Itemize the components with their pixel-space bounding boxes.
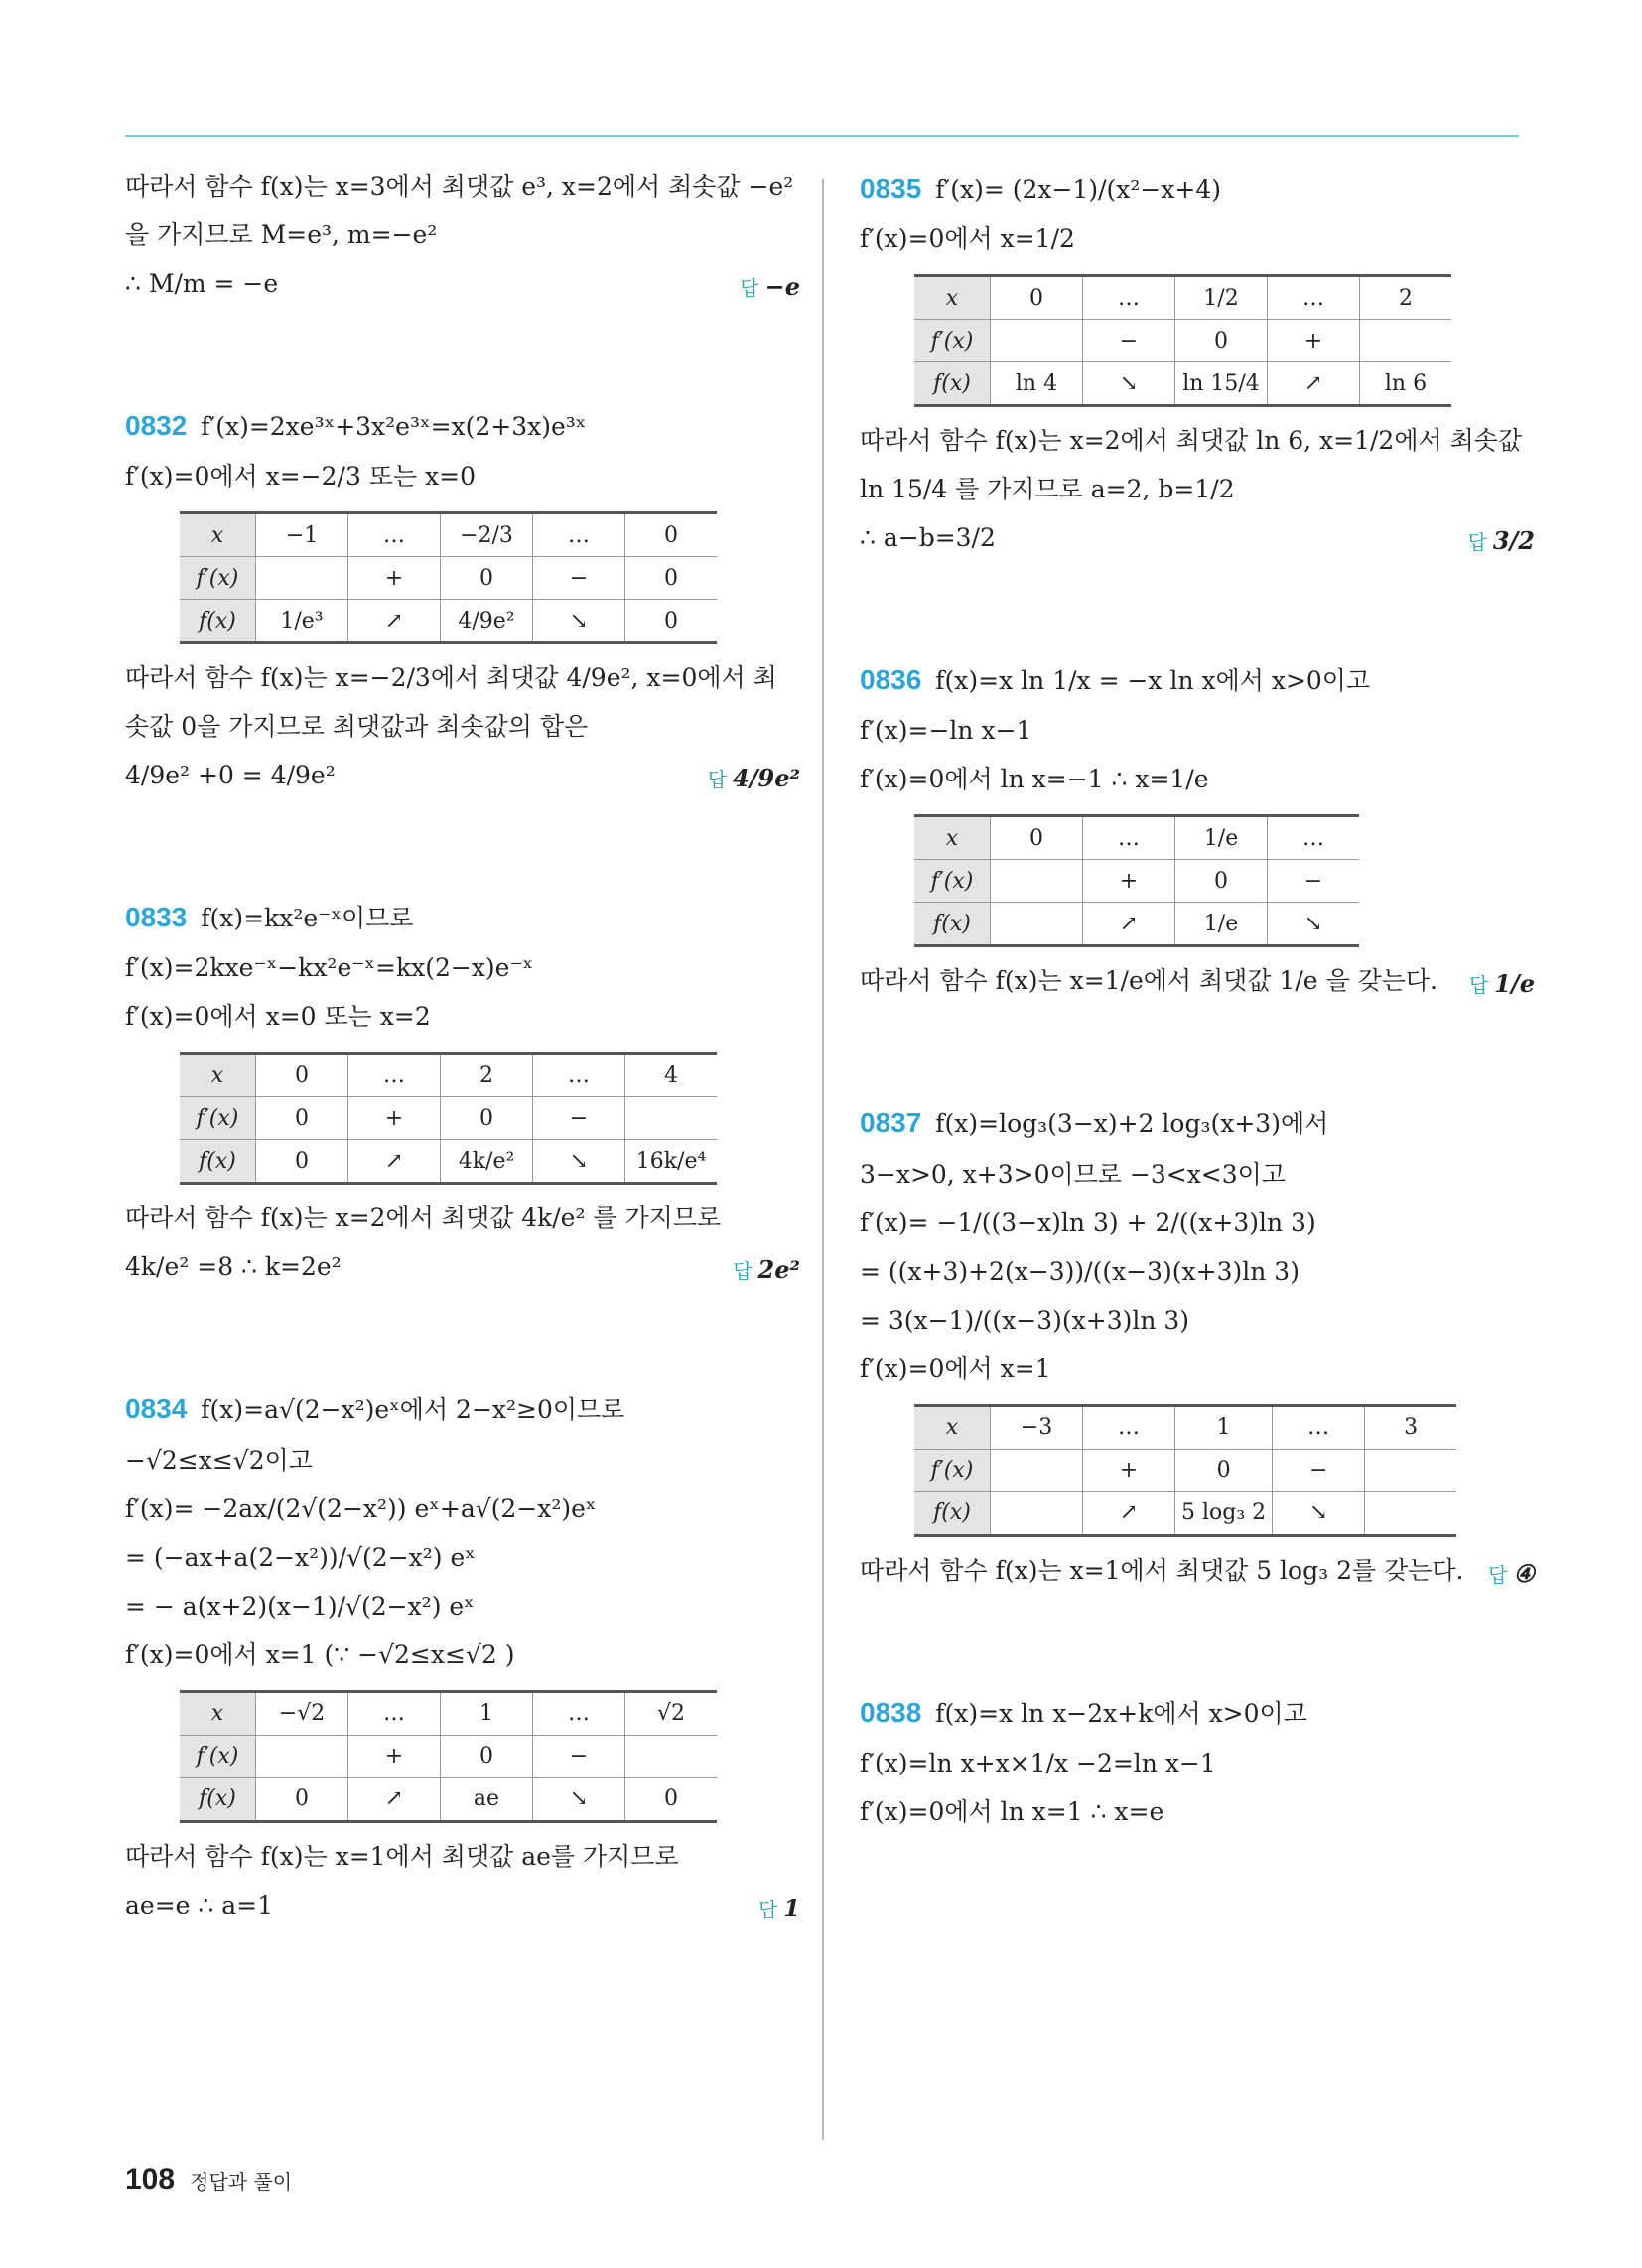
answer-value: 1 bbox=[783, 1893, 800, 1922]
solution-text: f′(x)=ln x+x×1/x −2=ln x−1 bbox=[860, 1748, 1216, 1777]
table-cell: 2 bbox=[441, 1054, 533, 1097]
table-cell: + bbox=[1083, 1449, 1175, 1491]
solution-text: = ((x+3)+2(x−3))/((x−3)(x+3)ln 3) bbox=[860, 1256, 1300, 1286]
table-cell bbox=[625, 1097, 718, 1140]
table-row bbox=[180, 1054, 717, 1097]
table-cell: 4k/e² bbox=[441, 1140, 533, 1184]
table-header-cell: f(x) bbox=[914, 1491, 991, 1535]
table-cell: 0 bbox=[441, 1097, 533, 1140]
table-cell: + bbox=[348, 557, 441, 600]
table-cell: ↘ bbox=[1268, 903, 1360, 946]
conclusion-line bbox=[125, 1888, 800, 1922]
table-cell: … bbox=[533, 513, 625, 557]
table-row bbox=[914, 1491, 1456, 1535]
variation-table bbox=[914, 274, 1451, 407]
problem-number: 0832 bbox=[125, 410, 188, 441]
table-cell: 0 bbox=[441, 557, 533, 600]
table-header-cell: x bbox=[914, 816, 991, 860]
solution-text: f′(x)=0에서 x=1/2 bbox=[860, 224, 1075, 254]
table-cell: ln 15/4 bbox=[1175, 362, 1268, 406]
conclusion-line bbox=[860, 963, 1535, 998]
solution-text: f′(x)=0에서 ln x=−1 ∴ x=1/e bbox=[860, 765, 1209, 794]
problem-continued bbox=[125, 169, 800, 301]
table-cell: 0 bbox=[256, 1140, 348, 1184]
table-cell: ln 4 bbox=[991, 362, 1083, 406]
variation-table bbox=[180, 511, 717, 644]
table-header-cell: x bbox=[180, 513, 256, 557]
solution-line bbox=[860, 1351, 1535, 1386]
table-cell: − bbox=[533, 557, 625, 600]
solution-text: −√2≤x≤√2이고 bbox=[125, 1445, 313, 1475]
table-cell: ln 6 bbox=[1360, 362, 1452, 406]
answer-value: 3/2 bbox=[1492, 526, 1535, 556]
solution-line bbox=[125, 217, 800, 252]
solution-text: f′(x)=0에서 ln x=1 ∴ x=e bbox=[860, 1796, 1164, 1826]
table-cell: … bbox=[1083, 276, 1175, 320]
table-cell: ↘ bbox=[533, 1777, 625, 1821]
variation-table bbox=[180, 1690, 717, 1823]
table-cell bbox=[256, 557, 348, 600]
table-header-cell: f(x) bbox=[914, 903, 991, 946]
table-cell: ↘ bbox=[1273, 1491, 1365, 1535]
solution-line bbox=[860, 1303, 1535, 1338]
answer bbox=[1488, 1557, 1535, 1592]
table-cell bbox=[1365, 1449, 1457, 1491]
solution-text: f(x)=kx²e⁻ˣ이므로 bbox=[201, 904, 414, 933]
solution-text: 따라서 함수 f(x)는 x=2에서 최댓값 4k/e² 를 가지므로 bbox=[125, 1204, 722, 1233]
solution-text: = 3(x−1)/((x−3)(x+3)ln 3) bbox=[860, 1305, 1190, 1335]
table-cell: … bbox=[348, 1691, 441, 1735]
table-header-cell: x bbox=[180, 1691, 256, 1735]
table-header-cell: f(x) bbox=[180, 1140, 256, 1184]
conclusion-line bbox=[125, 1201, 800, 1235]
table-header-cell: f′(x) bbox=[180, 1735, 256, 1777]
table-cell: − bbox=[533, 1735, 625, 1777]
solution-line bbox=[860, 1205, 1535, 1240]
table-row bbox=[180, 1140, 717, 1184]
table-cell: … bbox=[533, 1054, 625, 1097]
table-header-cell: f(x) bbox=[180, 600, 256, 643]
table-cell bbox=[625, 1735, 718, 1777]
table-row bbox=[180, 1735, 717, 1777]
table-row bbox=[914, 276, 1451, 320]
answer-label: 답 bbox=[757, 1897, 778, 1921]
problem-0832 bbox=[125, 406, 800, 792]
table-cell: 0 bbox=[1175, 860, 1268, 903]
solution-line bbox=[860, 762, 1535, 796]
solution-line bbox=[125, 898, 800, 936]
table-row bbox=[180, 1097, 717, 1140]
solution-text: f′(x)=0에서 x=1 (∵ −√2≤x≤√2 ) bbox=[125, 1639, 515, 1669]
solution-text: 따라서 함수 f(x)는 x=−2/3에서 최댓값 4/9e², x=0에서 최 bbox=[125, 663, 777, 693]
table-header-cell: x bbox=[914, 1405, 991, 1449]
answer bbox=[733, 1253, 800, 1288]
solution-text: f′(x)=2xe³ˣ+3x²e³ˣ=x(2+3x)e³ˣ bbox=[201, 412, 587, 441]
table-cell: −1 bbox=[256, 513, 348, 557]
problem-number: 0834 bbox=[125, 1393, 188, 1425]
variation-table bbox=[914, 1404, 1456, 1537]
table-cell bbox=[991, 903, 1083, 946]
solution-text: f(x)=log₃(3−x)+2 log₃(x+3)에서 bbox=[935, 1109, 1329, 1139]
table-cell: − bbox=[1268, 860, 1360, 903]
solution-line bbox=[125, 406, 800, 445]
table-cell: + bbox=[348, 1735, 441, 1777]
table-cell: 4 bbox=[625, 1054, 718, 1097]
table-cell: 0 bbox=[256, 1054, 348, 1097]
table-cell: − bbox=[1083, 320, 1175, 362]
solution-line bbox=[860, 1103, 1535, 1142]
table-cell: 1/e³ bbox=[256, 600, 348, 643]
table-row bbox=[180, 600, 717, 643]
table-cell: ↗ bbox=[1083, 1491, 1175, 1535]
table-cell: 16k/e⁴ bbox=[625, 1140, 718, 1184]
problem-0834 bbox=[125, 1389, 800, 1921]
answer-label: 답 bbox=[740, 276, 759, 300]
table-cell: 1/e bbox=[1175, 903, 1268, 946]
table-cell: 0 bbox=[1175, 1449, 1273, 1491]
solution-line bbox=[860, 169, 1535, 208]
table-cell: ↘ bbox=[533, 1140, 625, 1184]
table-cell: ↗ bbox=[1083, 903, 1175, 946]
solution-line bbox=[125, 266, 800, 301]
table-cell: … bbox=[1273, 1405, 1365, 1449]
left-column bbox=[125, 169, 800, 1922]
table-cell: 1/2 bbox=[1175, 276, 1268, 320]
solution-text: 따라서 함수 f(x)는 x=3에서 최댓값 e³, x=2에서 최솟값 −e² bbox=[125, 172, 794, 201]
solution-text: 을 가지므로 M=e³, m=−e² bbox=[125, 220, 438, 249]
table-cell: 0 bbox=[256, 1777, 348, 1821]
table-cell: + bbox=[1268, 320, 1360, 362]
table-cell bbox=[991, 1491, 1083, 1535]
solution-line bbox=[125, 1637, 800, 1672]
conclusion-line bbox=[860, 520, 1535, 555]
solution-line bbox=[125, 169, 800, 204]
solution-text: f′(x)= −2ax/(2√(2−x²)) eˣ+a√(2−x²)eˣ bbox=[125, 1493, 597, 1523]
solution-line bbox=[125, 1443, 800, 1478]
page-number: 108 bbox=[125, 2163, 176, 2196]
solution-text: f′(x)=0에서 x=−2/3 또는 x=0 bbox=[125, 462, 477, 492]
answer bbox=[740, 270, 800, 305]
table-cell bbox=[991, 860, 1083, 903]
table-row bbox=[914, 903, 1359, 946]
solution-text: f′(x)= −1/((3−x)ln 3) + 2/((x+3)ln 3) bbox=[860, 1207, 1316, 1237]
top-rule bbox=[125, 135, 1519, 137]
table-row bbox=[914, 860, 1359, 903]
table-cell: ↗ bbox=[348, 600, 441, 643]
solution-text: f′(x)=2kxe⁻ˣ−kx²e⁻ˣ=kx(2−x)e⁻ˣ bbox=[125, 953, 534, 983]
variation-table bbox=[914, 814, 1359, 947]
answer-value: −e bbox=[764, 272, 800, 301]
answer bbox=[708, 762, 800, 796]
table-cell: 0 bbox=[625, 600, 718, 643]
table-cell: + bbox=[348, 1097, 441, 1140]
variation-table bbox=[180, 1052, 717, 1185]
table-cell: − bbox=[533, 1097, 625, 1140]
solution-text: ∴ M/m = −e bbox=[125, 269, 279, 298]
solution-text: = − a(x+2)(x−1)/√(2−x²) eˣ bbox=[125, 1591, 475, 1621]
solution-text: 솟값 0을 가지므로 최댓값과 최솟값의 합은 bbox=[125, 712, 589, 742]
answer-label: 답 bbox=[707, 768, 728, 792]
table-header-cell: f(x) bbox=[914, 362, 991, 406]
table-cell bbox=[991, 1449, 1083, 1491]
problem-number: 0838 bbox=[860, 1696, 922, 1728]
table-cell: 0 bbox=[991, 276, 1083, 320]
solution-line bbox=[860, 221, 1535, 256]
table-cell: −√2 bbox=[256, 1691, 348, 1735]
problem-0838 bbox=[860, 1693, 1535, 1829]
answer-value: 2e² bbox=[757, 1255, 800, 1285]
answer-label: 답 bbox=[1488, 1562, 1508, 1587]
solution-text: ln 15/4 를 가지므로 a=2, b=1/2 bbox=[860, 475, 1235, 504]
solution-line bbox=[125, 1491, 800, 1526]
table-cell bbox=[991, 320, 1083, 362]
table-cell: 3 bbox=[1365, 1405, 1457, 1449]
table-cell: 5 log₃ 2 bbox=[1175, 1491, 1273, 1535]
solution-text: ∴ a−b=3/2 bbox=[860, 523, 996, 553]
table-cell: 1 bbox=[441, 1691, 533, 1735]
table-cell bbox=[1360, 320, 1452, 362]
table-row bbox=[180, 1777, 717, 1821]
table-cell: 0 bbox=[625, 557, 718, 600]
table-cell: 4/9e² bbox=[441, 600, 533, 643]
problem-number: 0837 bbox=[860, 1107, 922, 1139]
section-title: 정답과 풀이 bbox=[190, 2170, 293, 2194]
table-row bbox=[914, 320, 1451, 362]
answer bbox=[1468, 524, 1536, 559]
table-header-cell: x bbox=[180, 1054, 256, 1097]
table-cell: −2/3 bbox=[441, 513, 533, 557]
table-cell: … bbox=[1268, 276, 1360, 320]
table-cell: … bbox=[348, 513, 441, 557]
table-cell: + bbox=[1083, 860, 1175, 903]
table-cell: √2 bbox=[625, 1691, 718, 1735]
problem-number: 0836 bbox=[860, 664, 922, 696]
conclusion-line bbox=[125, 758, 800, 792]
answer-label: 답 bbox=[733, 1259, 753, 1284]
solution-line bbox=[125, 1589, 800, 1624]
answer-value: ④ bbox=[1513, 1558, 1535, 1588]
conclusion-line bbox=[125, 1839, 800, 1874]
solution-line bbox=[125, 459, 800, 494]
table-cell: ↘ bbox=[1083, 362, 1175, 406]
solution-text: f(x)=a√(2−x²)eˣ에서 2−x²≥0이므로 bbox=[201, 1395, 625, 1425]
answer-value: 1/e bbox=[1494, 969, 1535, 999]
page-footer bbox=[125, 2163, 292, 2197]
solution-line bbox=[125, 1540, 800, 1575]
table-cell: ae bbox=[441, 1777, 533, 1821]
conclusion-line bbox=[860, 472, 1535, 506]
table-row bbox=[180, 1691, 717, 1735]
solution-text: 4/9e² +0 = 4/9e² bbox=[125, 761, 336, 790]
table-header-cell: f′(x) bbox=[914, 1449, 991, 1491]
answer bbox=[758, 1892, 800, 1926]
solution-text: 따라서 함수 f(x)는 x=1에서 최댓값 5 log₃ 2를 갖는다. bbox=[860, 1555, 1464, 1585]
solution-text: 따라서 함수 f(x)는 x=1/e에서 최댓값 1/e 을 갖는다. bbox=[860, 966, 1437, 996]
table-cell: −3 bbox=[991, 1405, 1083, 1449]
table-cell: … bbox=[533, 1691, 625, 1735]
table-row bbox=[914, 362, 1451, 406]
problem-0833 bbox=[125, 898, 800, 1284]
right-column bbox=[860, 169, 1535, 1829]
table-cell: 0 bbox=[256, 1097, 348, 1140]
solution-line bbox=[125, 999, 800, 1034]
answer-label: 답 bbox=[1468, 973, 1489, 998]
solution-text: f(x)=x ln x−2x+k에서 x>0이고 bbox=[935, 1698, 1307, 1728]
table-cell: … bbox=[1083, 1405, 1175, 1449]
table-cell: 0 bbox=[625, 513, 718, 557]
conclusion-line bbox=[860, 423, 1535, 458]
table-cell: ↗ bbox=[348, 1140, 441, 1184]
table-cell: ↘ bbox=[533, 600, 625, 643]
answer-label: 답 bbox=[1467, 530, 1487, 555]
table-row bbox=[914, 816, 1359, 860]
solution-line bbox=[860, 660, 1535, 699]
solution-text: f(x)=x ln 1/x = −x ln x에서 x>0이고 bbox=[935, 666, 1371, 696]
solution-line bbox=[860, 1693, 1535, 1732]
table-header-cell: f′(x) bbox=[914, 860, 991, 903]
column-divider bbox=[822, 179, 824, 2140]
table-cell: … bbox=[1083, 816, 1175, 860]
solution-line bbox=[860, 1794, 1535, 1829]
solution-text: f′(x)=−ln x−1 bbox=[860, 716, 1032, 746]
conclusion-line bbox=[860, 1553, 1535, 1588]
table-cell: 0 bbox=[1175, 320, 1268, 362]
table-row bbox=[914, 1449, 1456, 1491]
conclusion-line bbox=[125, 660, 800, 695]
problem-0835 bbox=[860, 169, 1535, 555]
table-cell: 1 bbox=[1175, 1405, 1273, 1449]
table-cell: 1/e bbox=[1175, 816, 1268, 860]
solution-text: f′(x)=0에서 x=1 bbox=[860, 1353, 1051, 1383]
problem-number: 0833 bbox=[125, 902, 188, 933]
solution-text: = (−ax+a(2−x²))/√(2−x²) eˣ bbox=[125, 1542, 476, 1572]
table-cell bbox=[1365, 1491, 1457, 1535]
table-cell: 0 bbox=[625, 1777, 718, 1821]
solution-text: ae=e ∴ a=1 bbox=[125, 1890, 273, 1919]
table-row bbox=[180, 513, 717, 557]
table-header-cell: f′(x) bbox=[914, 320, 991, 362]
table-cell: 0 bbox=[441, 1735, 533, 1777]
conclusion-line bbox=[125, 709, 800, 744]
solution-line bbox=[860, 1254, 1535, 1289]
table-header-cell: x bbox=[914, 276, 991, 320]
problem-number: 0835 bbox=[860, 173, 922, 204]
table-row bbox=[180, 557, 717, 600]
solution-text: 4k/e² =8 ∴ k=2e² bbox=[125, 1252, 342, 1282]
solution-text: 따라서 함수 f(x)는 x=2에서 최댓값 ln 6, x=1/2에서 최솟값 bbox=[860, 426, 1523, 456]
table-cell: … bbox=[348, 1054, 441, 1097]
table-header-cell: f′(x) bbox=[180, 557, 256, 600]
solution-line bbox=[125, 1389, 800, 1428]
table-row bbox=[914, 1405, 1456, 1449]
answer bbox=[1469, 967, 1535, 1002]
table-cell: ↗ bbox=[1268, 362, 1360, 406]
solution-text: f′(x)= (2x−1)/(x²−x+4) bbox=[935, 175, 1222, 204]
table-cell: − bbox=[1273, 1449, 1365, 1491]
table-cell: … bbox=[1268, 816, 1360, 860]
solution-line bbox=[860, 1746, 1535, 1780]
solution-line bbox=[860, 713, 1535, 748]
table-cell bbox=[256, 1735, 348, 1777]
problem-0836 bbox=[860, 660, 1535, 998]
solution-text: 3−x>0, x+3>0이므로 −3<x<3이고 bbox=[860, 1159, 1286, 1189]
problem-0837 bbox=[860, 1103, 1535, 1587]
table-header-cell: f′(x) bbox=[180, 1097, 256, 1140]
table-cell: 2 bbox=[1360, 276, 1452, 320]
table-header-cell: f(x) bbox=[180, 1777, 256, 1821]
conclusion-line bbox=[125, 1249, 800, 1284]
solution-line bbox=[125, 950, 800, 985]
solution-text: 따라서 함수 f(x)는 x=1에서 최댓값 ae를 가지므로 bbox=[125, 1841, 679, 1871]
table-cell: ↗ bbox=[348, 1777, 441, 1821]
table-cell: 0 bbox=[991, 816, 1083, 860]
solution-text: f′(x)=0에서 x=0 또는 x=2 bbox=[125, 1002, 431, 1032]
solution-line bbox=[860, 1157, 1535, 1192]
answer-value: 4/9e² bbox=[733, 764, 800, 793]
